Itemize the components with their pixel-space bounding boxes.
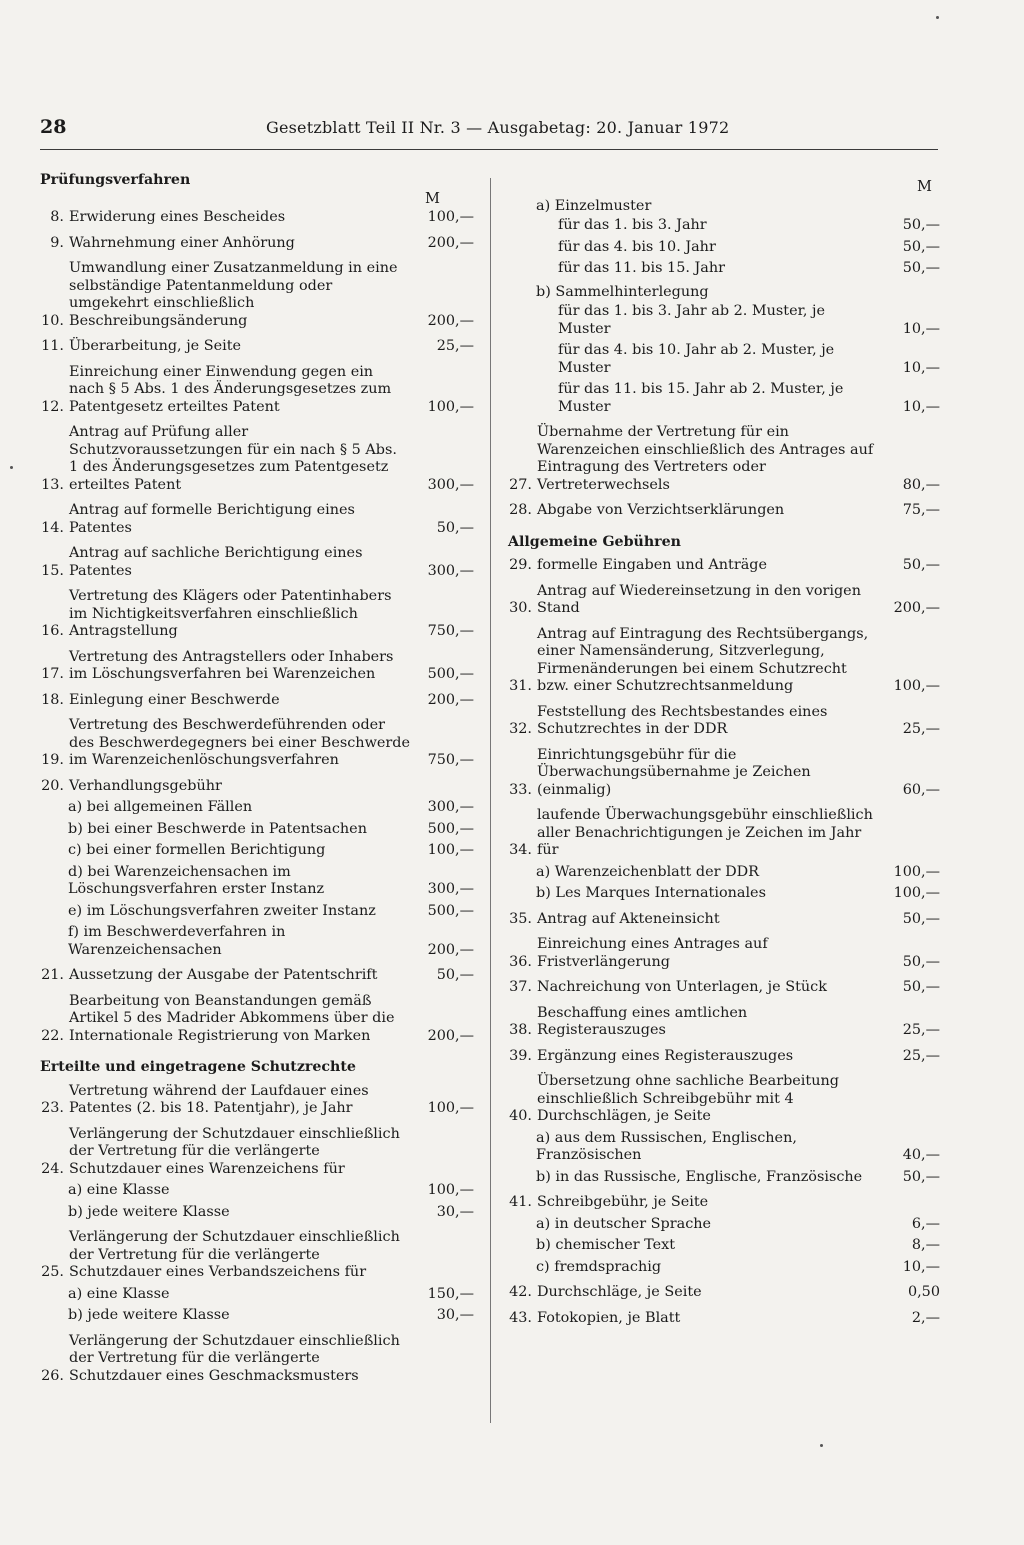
fee-subitem: [28, 864, 474, 899]
fee-subitem: [28, 799, 474, 817]
fee-amount: 60,—: [902, 781, 940, 798]
item-number: 33.: [509, 781, 532, 798]
fee-amount: 50,—: [902, 217, 940, 233]
fee-list: [28, 967, 474, 1045]
fee-amount: 200,—: [893, 600, 940, 616]
item-number: 38.: [509, 1022, 532, 1038]
fee-amount: 25,—: [902, 721, 940, 737]
fee-item: [496, 626, 940, 696]
page-header: [40, 114, 938, 146]
subitem-description: d) bei Warenzeichensachen im Löschungsverfahren erster Instanz: [68, 863, 325, 897]
item-description: Wahrnehmung einer Anhörung: [69, 234, 295, 251]
fee-subitem: [496, 381, 940, 416]
fee-amount: 75,—: [902, 502, 940, 518]
fee-sublist: [28, 1182, 474, 1221]
subitem-description: für das 4. bis 10. Jahr: [558, 238, 716, 255]
fee-amount: 100,—: [893, 885, 940, 901]
fee-amount: 200,—: [427, 312, 474, 329]
item-description: Antrag auf formelle Berichtigung eines Patentes: [69, 502, 355, 536]
fee-subitem: [28, 903, 474, 921]
fee-item: [496, 557, 940, 575]
fee-item: [496, 704, 940, 739]
item-description: Erwiderung eines Bescheides: [69, 209, 286, 225]
fee-item: [28, 235, 474, 253]
section-heading-schutzrechte: Erteilte und eingetragene Schutzrechte: [40, 1059, 356, 1075]
item-description: Aussetzung der Ausgabe der Patentschrift: [69, 967, 378, 983]
fee-amount: 50,—: [902, 238, 940, 255]
fee-subitem: [496, 217, 940, 235]
item-description: Fotokopien, je Blatt: [537, 1309, 681, 1326]
subitem-description: b) Les Marques Internationales: [536, 885, 766, 901]
subitem-description: a) in deutscher Sprache: [536, 1215, 712, 1232]
scan-speck: [936, 16, 939, 19]
item-description: Bearbeitung von Beanstandungen gemäß Artikel 5 des Madrider Abkommens über die Internationale Registrierung von Marken: [69, 992, 395, 1044]
fee-amount: 500,—: [427, 902, 474, 919]
fee-item: [496, 1284, 940, 1302]
fee-list: [496, 911, 940, 1066]
item-number: 8.: [50, 209, 64, 225]
item-number: 19.: [41, 752, 64, 768]
fee-item: [496, 936, 940, 971]
fee-subitem: [496, 864, 940, 882]
item-description: Einrichtungsgebühr für die Überwachungsübernahme je Zeichen (einmalig): [537, 746, 811, 798]
left-column: [28, 172, 474, 1393]
fee-list: [496, 1284, 940, 1327]
subitem-description: für das 11. bis 15. Jahr ab 2. Muster, je Muster: [558, 381, 844, 415]
item-number: 39.: [509, 1047, 532, 1064]
fee-amount: 50,—: [902, 1168, 940, 1185]
fee-amount: 100,—: [427, 1182, 474, 1198]
fee-item: [28, 692, 474, 710]
fee-amount: 40,—: [902, 1147, 940, 1163]
fee-amount: 100,—: [893, 678, 940, 694]
fee-amount: 50,—: [436, 967, 474, 983]
fee-item: 23. Vertretung während der Laufdauer eines Patentes (2. bis 18. Patentjahr), je Jahr 100,—: [41, 1082, 474, 1116]
item-number: 12.: [41, 398, 64, 415]
item-description: Durchschläge, je Seite: [537, 1284, 702, 1300]
item-number: 42.: [509, 1284, 532, 1300]
fee-amount: 750,—: [427, 623, 474, 639]
fee-amount: 200,—: [427, 234, 474, 251]
subitem-description: für das 11. bis 15. Jahr: [558, 260, 725, 276]
fee-amount: 10,—: [902, 1258, 940, 1275]
subitem-description: c) fremdsprachig: [536, 1258, 662, 1275]
subitem-description: für das 1. bis 3. Jahr: [558, 217, 707, 233]
fee-subitem: [496, 1237, 940, 1255]
fee-subitem: [496, 239, 940, 257]
item-description: Vertretung des Beschwerdeführenden oder des Beschwerdegegners bei einer Beschwerde im Warenzeichenlöschungsverfahren: [69, 717, 411, 768]
fee-item: [496, 1005, 940, 1040]
item-description: Einreichung einer Einwendung gegen ein nach § 5 Abs. 1 des Änderungsgesetzes zum Patentgesetz erteiltes Patent: [69, 363, 392, 415]
fee-amount: 50,—: [902, 910, 940, 927]
subitem-description: b) jede weitere Klasse: [68, 1203, 230, 1220]
item-number: 15.: [41, 562, 64, 579]
fee-item: [496, 1310, 940, 1328]
fee-sublist: [496, 864, 940, 903]
fee-amount: 100,—: [427, 398, 474, 415]
fee-amount: 200,—: [427, 691, 474, 708]
fee-amount: 100,—: [427, 842, 474, 858]
item-description: Antrag auf Prüfung aller Schutzvoraussetzungen für ein nach § 5 Abs. 1 des Änderungsgesetzes zum Patentgesetz erteiltes Patent: [69, 424, 397, 493]
fee-amount: 300,—: [427, 799, 474, 815]
fee-item: [28, 424, 474, 494]
item-number: 22.: [41, 1027, 64, 1044]
fee-subitem: [28, 1182, 474, 1200]
item-description: Antrag auf Eintragung des Rechtsübergangs, einer Namensänderung, Sitzverlegung, Firmenänderungen bei einem Schutzrecht bzw. einer Schutzrechtsanmeldung: [537, 625, 869, 694]
fee-amount: 100,—: [893, 863, 940, 880]
item-number: 36.: [509, 953, 532, 970]
fee-item: [496, 747, 940, 800]
fee-amount: 50,—: [902, 260, 940, 276]
fee-item: [496, 979, 940, 997]
fee-item: [28, 967, 474, 985]
item-number: 14.: [41, 519, 64, 536]
subitem-description: b) jede weitere Klasse: [68, 1307, 230, 1323]
fee-amount: 300,—: [427, 562, 474, 579]
fee-subitem: [28, 1286, 474, 1304]
fee-amount: 500,—: [427, 820, 474, 837]
fee-item: 40. Übersetzung ohne sachliche Bearbeitung einschließlich Schreibgebühr mit 4 Durchschlägen, je Seite: [509, 1073, 839, 1124]
scan-speck: [820, 1444, 823, 1447]
fee-amount: 200,—: [427, 1027, 474, 1044]
fee-amount: 8,—: [911, 1237, 940, 1253]
fee-item: 25. Verlängerung der Schutzdauer einschließlich der Vertretung für die verlängerte Schutzdauer eines Verbandszeichens für: [41, 1229, 400, 1280]
fee-amount: 300,—: [427, 881, 474, 897]
fee-amount: 500,—: [427, 666, 474, 682]
fee-amount: 0,50: [907, 1284, 940, 1300]
fee-item: 26. Verlängerung der Schutzdauer einschließlich der Vertretung für die verlängerte Schutzdauer eines Geschmacksmusters: [41, 1332, 400, 1384]
section-heading-allgemeine-gebuehren: Allgemeine Gebühren: [508, 533, 681, 550]
column-divider: [490, 178, 491, 1423]
fee-subitem: [28, 821, 474, 839]
item-description: Feststellung des Rechtsbestandes eines Schutzrechtes in der DDR: [537, 703, 828, 737]
item-number: 43.: [509, 1309, 532, 1326]
fee-item: [28, 993, 474, 1046]
fee-subitem: [496, 1169, 940, 1187]
fee-amount: 30,—: [436, 1307, 474, 1323]
item-description: Umwandlung einer Zusatzanmeldung in eine selbständige Patentanmeldung oder umgekehrt einschließlich Beschreibungsänderung: [69, 260, 398, 329]
fee-subitem: [496, 342, 940, 377]
fee-amount: 80,—: [902, 476, 940, 493]
subitem-description: a) eine Klasse: [68, 1182, 170, 1198]
item-description: Vertretung des Klägers oder Patentinhabers im Nichtigkeitsverfahren einschließlich Antragstellung: [69, 588, 392, 639]
fee-sublist: [28, 1286, 474, 1325]
section-heading-pruefungsverfahren: Prüfungsverfahren: [40, 172, 191, 188]
fee-sublist: [496, 303, 940, 416]
currency-header: M: [917, 178, 932, 195]
fee-amount: 25,—: [436, 338, 474, 354]
fee-list: [28, 209, 474, 770]
item-description: Übernahme der Vertretung für ein Warenzeichen einschließlich des Antrages auf Eintragung des Vertreters oder Vertreterwechsels: [537, 424, 874, 493]
scan-speck: [10, 466, 13, 469]
item-description: Nachreichung von Unterlagen, je Stück: [537, 979, 827, 995]
fee-amount: 750,—: [427, 752, 474, 768]
header-rule: [40, 149, 938, 150]
item-number: 31.: [509, 678, 532, 694]
page-number: 28: [40, 116, 67, 138]
fee-amount: 50,—: [902, 557, 940, 573]
fee-subitem: [496, 260, 940, 278]
item-number: 28.: [509, 502, 532, 518]
item-number: 16.: [41, 623, 64, 639]
fee-amount: 200,—: [427, 941, 474, 958]
right-column: [496, 178, 940, 1335]
header-title: Gesetzblatt Teil II Nr. 3 — Ausgabetag: 20. Januar 1972: [266, 118, 730, 137]
fee-item: [28, 338, 474, 356]
item-description: Antrag auf Wiedereinsetzung in den vorigen Stand: [537, 582, 861, 616]
fee-amount: 100,—: [427, 209, 474, 225]
fee-sublist: [496, 1130, 940, 1187]
fee-subitem: [496, 303, 940, 338]
subitem-description: e) im Löschungsverfahren zweiter Instanz: [68, 902, 376, 919]
fee-item: [496, 911, 940, 929]
fee-amount: 50,—: [436, 519, 474, 536]
item-number: 18.: [41, 691, 64, 708]
fee-list: [496, 557, 940, 799]
fee-subitem: [496, 885, 940, 903]
fee-sublist: [496, 1216, 940, 1277]
subitem-description: c) bei einer formellen Berichtigung: [68, 842, 326, 858]
fee-amount: 100,—: [427, 1100, 474, 1116]
fee-list: [496, 424, 940, 520]
item-number: 17.: [41, 666, 64, 682]
subitem-description: a) eine Klasse: [68, 1285, 170, 1302]
item-description: Ergänzung eines Registerauszuges: [537, 1047, 794, 1064]
fee-item: [496, 424, 940, 494]
fee-subitem: [28, 1307, 474, 1325]
fee-item: [28, 502, 474, 537]
item-number: 21.: [41, 967, 64, 983]
fee-amount: 50,—: [902, 979, 940, 995]
fee-item: [28, 717, 474, 770]
fee-sublist: [28, 799, 474, 959]
subitem-description: a) Warenzeichenblatt der DDR: [536, 863, 759, 880]
subitem-description: b) bei einer Beschwerde in Patentsachen: [68, 820, 367, 837]
fee-item: 41. Schreibgebühr, je Seite: [509, 1194, 709, 1210]
item-number: 27.: [509, 476, 532, 493]
fee-sublist: [496, 217, 940, 278]
fee-item: [28, 588, 474, 641]
fee-item: [496, 502, 940, 520]
fee-item: [28, 545, 474, 580]
fee-item: [496, 583, 940, 618]
fee-subitem: [28, 842, 474, 860]
item-description: Beschaffung eines amtlichen Registerauszuges: [537, 1004, 748, 1038]
fee-subheading: a) Einzelmuster: [536, 197, 652, 214]
item-number: 13.: [41, 476, 64, 493]
item-description: Antrag auf sachliche Berichtigung eines Patentes: [69, 545, 363, 579]
fee-item: [28, 364, 474, 417]
fee-amount: 25,—: [902, 1022, 940, 1038]
fee-amount: 10,—: [902, 398, 940, 415]
fee-amount: 150,—: [427, 1285, 474, 1302]
item-number: 37.: [509, 979, 532, 995]
item-number: 35.: [509, 910, 532, 927]
item-number: 32.: [509, 721, 532, 737]
fee-amount: 2,—: [911, 1309, 940, 1326]
fee-item: [28, 209, 474, 227]
fee-amount: 10,—: [902, 320, 940, 337]
item-number: 30.: [509, 600, 532, 616]
subitem-description: b) in das Russische, Englische, Französische: [536, 1168, 863, 1185]
fee-subitem: [496, 1259, 940, 1277]
fee-amount: 50,—: [902, 953, 940, 970]
subitem-description: für das 1. bis 3. Jahr ab 2. Muster, je Muster: [558, 303, 826, 337]
item-description: formelle Eingaben und Anträge: [537, 557, 768, 573]
fee-item: 24. Verlängerung der Schutzdauer einschließlich der Vertretung für die verlängerte Schutzdauer eines Warenzeichens für: [41, 1125, 400, 1177]
fee-amount: 300,—: [427, 476, 474, 493]
fee-subitem: [28, 924, 474, 959]
fee-subheading: b) Sammelhinterlegung: [536, 283, 709, 300]
item-description: Überarbeitung, je Seite: [69, 338, 242, 354]
item-description: Einreichung eines Antrages auf Fristverlängerung: [537, 936, 768, 970]
fee-amount: 30,—: [436, 1203, 474, 1220]
fee-item: [28, 260, 474, 330]
fee-item: [28, 649, 474, 684]
fee-subitem: [496, 1130, 940, 1165]
item-description: Vertretung des Antragstellers oder Inhabers im Löschungsverfahren bei Warenzeichen: [69, 648, 394, 682]
subitem-description: a) bei allgemeinen Fällen: [68, 799, 253, 815]
fee-amount: 10,—: [902, 359, 940, 376]
fee-amount: 6,—: [911, 1215, 940, 1232]
item-number: 9.: [50, 234, 64, 251]
item-number: 29.: [509, 557, 532, 573]
fee-item: 34. laufende Überwachungsgebühr einschließlich aller Benachrichtigungen je Zeichen im Jahr für: [509, 807, 873, 858]
fee-subitem: [28, 1204, 474, 1222]
item-description: Antrag auf Akteneinsicht: [537, 910, 720, 927]
subitem-description: b) chemischer Text: [536, 1237, 676, 1253]
fee-amount: 25,—: [902, 1047, 940, 1064]
subitem-description: f) im Beschwerdeverfahren in Warenzeichensachen: [68, 924, 286, 958]
item-description: Abgabe von Verzichtserklärungen: [537, 502, 785, 518]
fee-item: 20. Verhandlungsgebühr: [41, 777, 222, 794]
item-description: Einlegung einer Beschwerde: [69, 691, 280, 708]
currency-header: M: [425, 189, 440, 207]
item-number: 11.: [41, 338, 64, 354]
subitem-description: a) aus dem Russischen, Englischen, Französischen: [536, 1129, 797, 1163]
item-number: 10.: [41, 312, 64, 329]
fee-item: [496, 1048, 940, 1066]
subitem-description: für das 4. bis 10. Jahr ab 2. Muster, je Muster: [558, 342, 835, 376]
fee-subitem: [496, 1216, 940, 1234]
